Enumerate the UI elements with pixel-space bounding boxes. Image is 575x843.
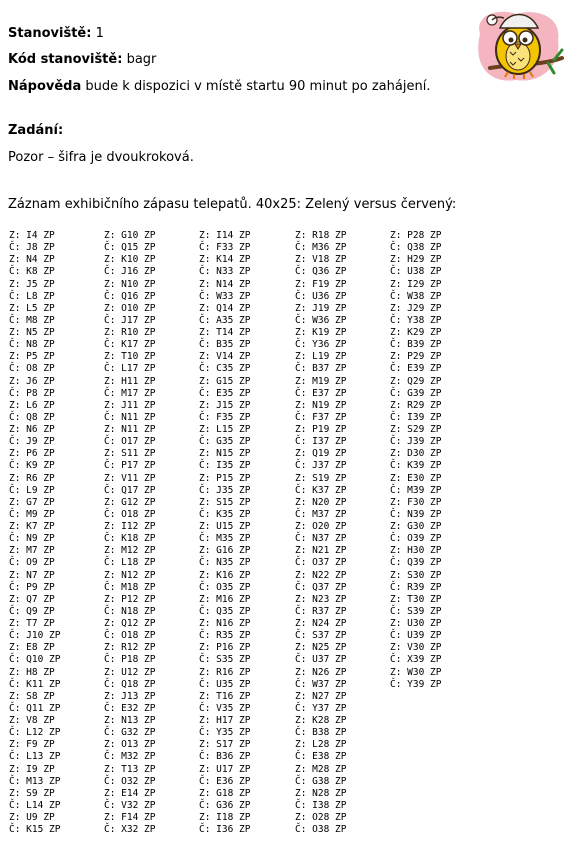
- move-entry: Z: R29 ZP: [390, 399, 442, 411]
- move-entry: Č: O18 ZP: [104, 508, 156, 520]
- move-entry: Č: L13 ZP: [9, 751, 61, 763]
- zadani-text: Pozor – šifra je dvoukroková.: [8, 150, 194, 165]
- move-entry: Z: P5 ZP: [9, 351, 55, 363]
- move-entry: Č: M32 ZP: [104, 751, 156, 763]
- stanoviste-value: 1: [95, 26, 104, 41]
- moves-column-2: [104, 230, 199, 836]
- move-entry: Z: N25 ZP: [295, 642, 347, 654]
- move-entry: Z: S15 ZP: [199, 496, 251, 508]
- move-entry: Z: N22 ZP: [295, 569, 347, 581]
- move-entry: Č: K18 ZP: [104, 533, 156, 545]
- move-entry: Z: Q19 ZP: [295, 448, 347, 460]
- zadani-subtitle: Záznam exhibičního zápasu telepatů. 40x25: Zelený versus červený:: [8, 197, 457, 212]
- move-entry: Č: Q37 ZP: [295, 581, 347, 593]
- move-entry: Č: B36 ZP: [199, 751, 251, 763]
- move-entry: Č: I37 ZP: [295, 436, 347, 448]
- move-entry: Z: G7 ZP: [9, 496, 55, 508]
- move-entry: Č: B39 ZP: [390, 339, 442, 351]
- move-entry: Z: S19 ZP: [295, 472, 347, 484]
- move-entry: Z: L28 ZP: [295, 739, 347, 751]
- move-entry: Č: N33 ZP: [199, 266, 251, 278]
- move-entry: Z: O13 ZP: [104, 739, 156, 751]
- move-entry: Z: I9 ZP: [9, 763, 55, 775]
- move-entry: Č: R39 ZP: [390, 581, 442, 593]
- move-entry: Z: T14 ZP: [199, 327, 251, 338]
- move-entry: Z: Q14 ZP: [199, 302, 251, 314]
- moves-column-4: [295, 230, 390, 836]
- move-entry: Z: J5 ZP: [9, 278, 55, 290]
- move-entry: Č: Y38 ZP: [390, 314, 442, 326]
- move-entry: Z: N19 ZP: [295, 399, 347, 411]
- move-entry: Z: N21 ZP: [295, 545, 347, 557]
- move-entry: Č: K35 ZP: [199, 508, 251, 520]
- move-entry: Z: L19 ZP: [295, 351, 347, 363]
- move-entry: Z: K14 ZP: [199, 254, 251, 266]
- move-entry: Č: L14 ZP: [9, 799, 61, 811]
- move-entry: Č: K17 ZP: [104, 339, 156, 351]
- owl-illustration: [470, 6, 566, 88]
- move-entry: Č: I36 ZP: [199, 824, 251, 836]
- move-entry: Z: U9 ZP: [9, 812, 55, 823]
- move-entry: Z: F30 ZP: [390, 496, 442, 508]
- move-entry: Z: J13 ZP: [104, 690, 156, 702]
- move-entry: Č: J37 ZP: [295, 460, 347, 472]
- move-entry: Č: L8 ZP: [9, 290, 55, 302]
- move-entry: Z: N28 ZP: [295, 787, 347, 799]
- move-entry: Č: K11 ZP: [9, 678, 61, 690]
- move-entry: Č: E38 ZP: [295, 751, 347, 763]
- move-entry: Č: M13 ZP: [9, 775, 61, 787]
- move-entry: Č: N9 ZP: [9, 533, 55, 545]
- move-entry: Z: R18 ZP: [295, 230, 347, 241]
- move-entry: Z: P29 ZP: [390, 351, 442, 363]
- move-entry: Z: F9 ZP: [9, 739, 55, 751]
- move-entry: Z: G30 ZP: [390, 521, 442, 532]
- move-entry: Č: Q11 ZP: [9, 702, 61, 714]
- move-entry: Z: N10 ZP: [104, 278, 156, 290]
- move-entry: Z: G18 ZP: [199, 787, 251, 799]
- move-entry: Z: G12 ZP: [104, 496, 156, 508]
- move-entry: Č: Q35 ZP: [199, 605, 251, 617]
- move-entry: Č: Q16 ZP: [104, 290, 156, 302]
- move-entry: Č: K15 ZP: [9, 824, 61, 836]
- move-entry: Z: H30 ZP: [390, 545, 442, 557]
- move-entry: Z: S29 ZP: [390, 424, 442, 435]
- move-entry: Z: H17 ZP: [199, 715, 251, 726]
- move-entry: Z: Q7 ZP: [9, 593, 55, 605]
- move-entry: Z: M28 ZP: [295, 763, 347, 775]
- move-entry: Č: U37 ZP: [295, 654, 347, 666]
- move-entry: Č: B35 ZP: [199, 339, 251, 351]
- move-entry: Z: N15 ZP: [199, 448, 251, 460]
- move-entry: Č: M9 ZP: [9, 508, 55, 520]
- move-entry: Č: Q8 ZP: [9, 411, 55, 423]
- move-entry: Č: K9 ZP: [9, 460, 55, 472]
- move-entry: Č: J10 ZP: [9, 630, 61, 642]
- move-entry: Č: W38 ZP: [390, 290, 442, 302]
- move-entry: Č: P18 ZP: [104, 654, 156, 666]
- move-entry: Z: M19 ZP: [295, 375, 347, 387]
- move-entry: Č: O39 ZP: [390, 533, 442, 545]
- move-entry: Z: L15 ZP: [199, 424, 251, 435]
- move-entry: Z: S11 ZP: [104, 448, 156, 460]
- move-entry: Z: W30 ZP: [390, 666, 442, 678]
- move-entry: Č: N39 ZP: [390, 508, 442, 520]
- move-entry: Z: P16 ZP: [199, 642, 251, 654]
- move-entry: Z: T10 ZP: [104, 351, 156, 363]
- move-entry: Z: F19 ZP: [295, 278, 347, 290]
- move-entry: Z: N11 ZP: [104, 424, 156, 435]
- move-entry: Č: E36 ZP: [199, 775, 251, 787]
- move-entry: Z: N20 ZP: [295, 496, 347, 508]
- move-entry: Z: J19 ZP: [295, 302, 347, 314]
- move-entry: Z: P28 ZP: [390, 230, 442, 241]
- move-entry: Č: O8 ZP: [9, 363, 55, 375]
- move-entry: Z: I4 ZP: [9, 230, 55, 241]
- move-entry: Č: R37 ZP: [295, 605, 347, 617]
- move-entry: Z: N13 ZP: [104, 715, 156, 726]
- napoveda-label: Nápověda: [8, 79, 82, 94]
- moves-column-3: [199, 230, 294, 836]
- move-entry: Z: K19 ZP: [295, 327, 347, 338]
- move-entry: Z: T7 ZP: [9, 618, 55, 629]
- move-entry: Č: K8 ZP: [9, 266, 55, 278]
- move-entry: Z: H29 ZP: [390, 254, 442, 266]
- move-entry: Z: S17 ZP: [199, 739, 251, 751]
- move-entry: Z: I18 ZP: [199, 812, 251, 823]
- move-entry: Č: W37 ZP: [295, 678, 347, 690]
- move-entry: Č: Y39 ZP: [390, 678, 442, 690]
- move-entry: Z: R10 ZP: [104, 327, 156, 338]
- move-entry: Z: G10 ZP: [104, 230, 156, 241]
- move-entry: Z: H8 ZP: [9, 666, 55, 678]
- move-entry: Č: L12 ZP: [9, 727, 61, 739]
- move-entry: Č: L18 ZP: [104, 557, 156, 569]
- move-entry: Č: A35 ZP: [199, 314, 251, 326]
- move-entry: Z: U30 ZP: [390, 618, 442, 629]
- stanoviste-label: Stanoviště:: [8, 26, 92, 41]
- move-entry: Z: I12 ZP: [104, 521, 156, 532]
- move-entry: Z: I14 ZP: [199, 230, 251, 241]
- move-entry: Č: M35 ZP: [199, 533, 251, 545]
- kod-value: bagr: [126, 52, 157, 67]
- move-entry: Z: T13 ZP: [104, 763, 156, 775]
- move-entry: Č: U35 ZP: [199, 678, 251, 690]
- move-entry: Z: S9 ZP: [9, 787, 55, 799]
- move-entry: Z: K29 ZP: [390, 327, 442, 338]
- move-entry: Č: W36 ZP: [295, 314, 347, 326]
- move-entry: Č: N35 ZP: [199, 557, 251, 569]
- move-entry: Z: V18 ZP: [295, 254, 347, 266]
- move-entry: Č: V35 ZP: [199, 702, 251, 714]
- move-entry: Č: P9 ZP: [9, 581, 55, 593]
- move-entry: Č: N8 ZP: [9, 339, 55, 351]
- move-entry: Z: N5 ZP: [9, 327, 55, 338]
- move-entry: Z: O20 ZP: [295, 521, 347, 532]
- move-entry: Č: I35 ZP: [199, 460, 251, 472]
- napoveda-text: bude k dispozici v místě startu 90 minut po zahájení.: [85, 79, 431, 94]
- move-entry: Z: N6 ZP: [9, 424, 55, 435]
- move-entry: Z: U12 ZP: [104, 666, 156, 678]
- move-entry: Č: O32 ZP: [104, 775, 156, 787]
- move-entry: Č: G32 ZP: [104, 727, 156, 739]
- move-entry: Č: M8 ZP: [9, 314, 55, 326]
- move-entry: Č: I39 ZP: [390, 411, 442, 423]
- move-entry: Č: K39 ZP: [390, 460, 442, 472]
- move-entry: Č: U36 ZP: [295, 290, 347, 302]
- move-entry: Z: G15 ZP: [199, 375, 251, 387]
- move-entry: Č: N11 ZP: [104, 411, 156, 423]
- move-entry: Č: Q18 ZP: [104, 678, 156, 690]
- move-entry: Č: B37 ZP: [295, 363, 347, 375]
- move-entry: Č: O37 ZP: [295, 557, 347, 569]
- move-entry: Č: I38 ZP: [295, 799, 347, 811]
- move-entry: Z: V8 ZP: [9, 715, 55, 726]
- move-entry: Z: D30 ZP: [390, 448, 442, 460]
- move-entry: Z: P12 ZP: [104, 593, 156, 605]
- move-entry: Č: J35 ZP: [199, 484, 251, 496]
- move-entry: Č: F37 ZP: [295, 411, 347, 423]
- move-entry: Č: O35 ZP: [199, 581, 251, 593]
- move-entry: Z: E14 ZP: [104, 787, 156, 799]
- stanoviste-line: [8, 26, 104, 42]
- move-entry: Z: K10 ZP: [104, 254, 156, 266]
- move-entry: Č: V32 ZP: [104, 799, 156, 811]
- move-entry: Č: E35 ZP: [199, 387, 251, 399]
- move-entry: Z: F14 ZP: [104, 812, 156, 823]
- move-entry: Z: H11 ZP: [104, 375, 156, 387]
- move-entry: Z: K16 ZP: [199, 569, 251, 581]
- move-entry: Z: L6 ZP: [9, 399, 55, 411]
- move-entry: Z: J15 ZP: [199, 399, 251, 411]
- moves-column-5: [390, 230, 485, 691]
- move-entry: Č: J8 ZP: [9, 242, 55, 254]
- move-entry: Z: U17 ZP: [199, 763, 251, 775]
- move-entry: Č: Y37 ZP: [295, 702, 347, 714]
- moves-column-1: [9, 230, 104, 836]
- move-entry: Č: W33 ZP: [199, 290, 251, 302]
- move-entry: Z: R6 ZP: [9, 472, 55, 484]
- move-entry: Č: O17 ZP: [104, 436, 156, 448]
- move-entry: Z: N12 ZP: [104, 569, 156, 581]
- move-entry: Č: J9 ZP: [9, 436, 55, 448]
- move-entry: Č: Q36 ZP: [295, 266, 347, 278]
- move-entry: Č: Y36 ZP: [295, 339, 347, 351]
- move-entry: Č: Q38 ZP: [390, 242, 442, 254]
- move-entry: Č: M36 ZP: [295, 242, 347, 254]
- move-entry: Č: E32 ZP: [104, 702, 156, 714]
- move-entry: Č: Q9 ZP: [9, 605, 55, 617]
- move-entry: Z: V30 ZP: [390, 642, 442, 654]
- move-entry: Č: M18 ZP: [104, 581, 156, 593]
- move-entry: Z: S30 ZP: [390, 569, 442, 581]
- move-entry: Č: B38 ZP: [295, 727, 347, 739]
- move-entry: Z: T16 ZP: [199, 690, 251, 702]
- move-entry: Z: N24 ZP: [295, 618, 347, 629]
- move-entry: Č: X39 ZP: [390, 654, 442, 666]
- move-entry: Z: N7 ZP: [9, 569, 55, 581]
- move-entry: Č: U38 ZP: [390, 266, 442, 278]
- move-entry: Z: S8 ZP: [9, 690, 55, 702]
- move-entry: Č: S35 ZP: [199, 654, 251, 666]
- move-entry: Č: Q17 ZP: [104, 484, 156, 496]
- move-entry: Z: J11 ZP: [104, 399, 156, 411]
- kod-line: [8, 52, 156, 68]
- move-entry: Z: V14 ZP: [199, 351, 251, 363]
- move-entry: Č: P17 ZP: [104, 460, 156, 472]
- move-entry: Č: S39 ZP: [390, 605, 442, 617]
- move-entry: Č: F33 ZP: [199, 242, 251, 254]
- move-entry: Č: C35 ZP: [199, 363, 251, 375]
- kod-label: Kód stanoviště:: [8, 52, 123, 67]
- move-entry: Z: M12 ZP: [104, 545, 156, 557]
- move-entry: Č: J39 ZP: [390, 436, 442, 448]
- move-entry: Z: N23 ZP: [295, 593, 347, 605]
- move-entry: Č: M39 ZP: [390, 484, 442, 496]
- move-entry: Č: Q39 ZP: [390, 557, 442, 569]
- zadani-heading: Zadání:: [8, 123, 64, 138]
- move-entry: Z: J29 ZP: [390, 302, 442, 314]
- move-entry: Z: G16 ZP: [199, 545, 251, 557]
- move-entry: Z: T30 ZP: [390, 593, 442, 605]
- move-entry: Z: N16 ZP: [199, 618, 251, 629]
- move-entry: Z: N14 ZP: [199, 278, 251, 290]
- move-entry: Č: U39 ZP: [390, 630, 442, 642]
- move-entry: Z: P6 ZP: [9, 448, 55, 460]
- move-entry: Č: P8 ZP: [9, 387, 55, 399]
- move-entry: Č: J17 ZP: [104, 314, 156, 326]
- move-entry: Z: N4 ZP: [9, 254, 55, 266]
- move-entry: Z: E8 ZP: [9, 642, 55, 654]
- move-entry: Z: M7 ZP: [9, 545, 55, 557]
- move-entry: Z: P19 ZP: [295, 424, 347, 435]
- move-entry: Z: O28 ZP: [295, 812, 347, 823]
- move-entry: Č: J16 ZP: [104, 266, 156, 278]
- move-entry: Č: X32 ZP: [104, 824, 156, 836]
- move-entry: Č: R35 ZP: [199, 630, 251, 642]
- move-entry: Č: G39 ZP: [390, 387, 442, 399]
- move-entry: Z: O10 ZP: [104, 302, 156, 314]
- move-entry: Č: O38 ZP: [295, 824, 347, 836]
- move-entry: Z: E30 ZP: [390, 472, 442, 484]
- move-entry: Z: I29 ZP: [390, 278, 442, 290]
- move-entry: Č: G36 ZP: [199, 799, 251, 811]
- move-entry: Č: S37 ZP: [295, 630, 347, 642]
- move-entry: Č: L9 ZP: [9, 484, 55, 496]
- move-entry: Č: Q15 ZP: [104, 242, 156, 254]
- move-entry: Č: O9 ZP: [9, 557, 55, 569]
- move-entry: Č: E39 ZP: [390, 363, 442, 375]
- move-entry: Č: L17 ZP: [104, 363, 156, 375]
- move-entry: Z: P15 ZP: [199, 472, 251, 484]
- move-entry: Č: N18 ZP: [104, 605, 156, 617]
- move-entry: Z: Q12 ZP: [104, 618, 156, 629]
- move-entry: Č: Y35 ZP: [199, 727, 251, 739]
- move-entry: Z: J6 ZP: [9, 375, 55, 387]
- move-entry: Z: U15 ZP: [199, 521, 251, 532]
- move-entry: Č: N37 ZP: [295, 533, 347, 545]
- move-entry: Č: O18 ZP: [104, 630, 156, 642]
- move-entry: Č: E37 ZP: [295, 387, 347, 399]
- move-entry: Z: N26 ZP: [295, 666, 347, 678]
- move-entry: Z: V11 ZP: [104, 472, 156, 484]
- move-entry: Z: N27 ZP: [295, 690, 347, 702]
- move-entry: Č: G35 ZP: [199, 436, 251, 448]
- move-entry: Z: L5 ZP: [9, 302, 55, 314]
- move-entry: Č: M17 ZP: [104, 387, 156, 399]
- move-entry: Z: M16 ZP: [199, 593, 251, 605]
- move-entry: Z: K7 ZP: [9, 521, 55, 532]
- napoveda-line: [8, 79, 430, 95]
- move-entry: Z: R12 ZP: [104, 642, 156, 654]
- move-entry: Č: F35 ZP: [199, 411, 251, 423]
- move-entry: Z: Q29 ZP: [390, 375, 442, 387]
- move-entry: Z: K28 ZP: [295, 715, 347, 726]
- move-entry: Č: G38 ZP: [295, 775, 347, 787]
- move-entry: Č: M37 ZP: [295, 508, 347, 520]
- move-entry: Č: K37 ZP: [295, 484, 347, 496]
- move-entry: Č: Q10 ZP: [9, 654, 61, 666]
- move-entry: Z: R16 ZP: [199, 666, 251, 678]
